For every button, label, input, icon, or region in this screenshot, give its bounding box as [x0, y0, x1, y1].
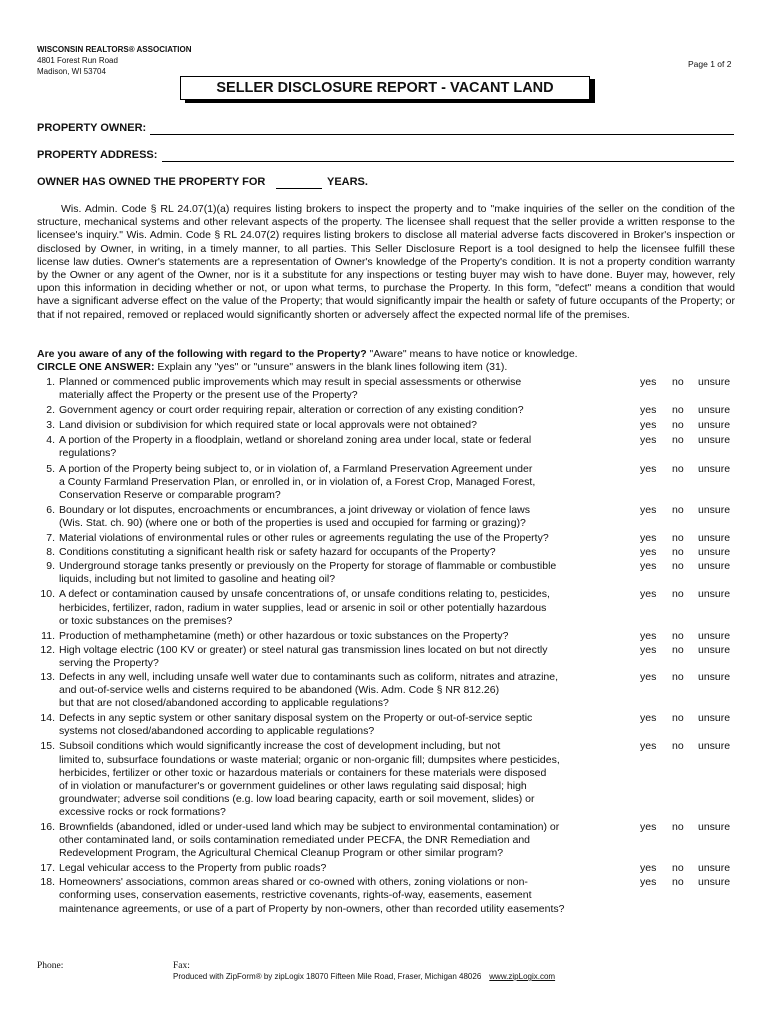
question-text-line: other contaminated land, or soils contamination remediated under PECFA, the DNR Remediation and [59, 834, 531, 847]
footer-produced-text: Produced with ZipForm® by zipLogix 18070 Fifteen Mile Road, Fraser, Michigan 48026 [173, 972, 482, 981]
question-text [59, 419, 619, 432]
question-text-line: Land division or subdivision for which required state or local approvals were not obtained? [59, 419, 477, 432]
intro-text: Wis. Admin. Code § RL 24.07(1)(a) requires listing brokers to inspect the property and to "make inquiries of the seller on the condition of the structure, mechanical systems and other relevant aspects of the property. The licensee shall request that the seller provide a written response to the licensee's inquiry." Wis. Admin. Code § RL 24.07(2) requires listing brokers to disclose all material adverse facts discovered in Broker's inspection or disclosed by Owner, in writing, in a timely manner, to all parties. This Seller Disclosure Report is a tool designed to help the licensee fulfill these license law duties. Owner's statements are a representation of Owner's knowledge of the Property's condition. It is not a property condition warranty by the Owner or any agent of the Owner, nor is it a substitute for any inspections or testing buyer may wish to have done. Buyer may, however, rely upon this information in deciding whether or not, or upon what terms, to purchase the Property. In this form, "defect" means a condition that would have a significant adverse effect on the value of the Property; that would significantly impair the health or safety of future occupants of the Property; or that if not repaired, removed or replaced would significantly shorten or adversely affect the expected normal life of the premises. [37, 203, 735, 321]
answer-no[interactable]: no [672, 560, 684, 573]
answer-unsure[interactable]: unsure [698, 560, 731, 573]
question-text-line: Underground storage tanks presently or previously on the Property for storage of flammable or combustible [59, 560, 557, 573]
answer-yes[interactable]: yes [640, 643, 657, 656]
question-text-line: Legal vehicular access to the Property from public roads? [59, 862, 327, 875]
answer-no[interactable]: no [672, 712, 684, 725]
question-text-line: maintenance agreements, or use of a part of Property by non-owners, other than recorded utility easements? [59, 902, 565, 915]
answer-no[interactable]: no [672, 419, 684, 432]
question-row [37, 876, 737, 915]
question-text [59, 560, 619, 586]
question-text-line: (Wis. Stat. ch. 90) (where one or both of the properties is used and occupied for farming or grazing)? [59, 516, 526, 529]
question-number: 12. [40, 643, 55, 656]
answer-yes[interactable]: yes [640, 560, 657, 573]
answer-unsure[interactable]: unsure [698, 546, 731, 559]
question-row [37, 862, 737, 875]
question-row [37, 463, 737, 502]
property-address-field[interactable] [162, 160, 734, 162]
question-text-line: Subsoil conditions which would significantly increase the cost of development including, but not [59, 740, 501, 753]
answer-yes[interactable]: yes [640, 434, 657, 447]
question-row [37, 546, 737, 559]
question-row [37, 560, 737, 586]
question-text [59, 404, 619, 417]
question-row [37, 588, 737, 627]
answer-yes[interactable]: yes [640, 419, 657, 432]
question-text-line: herbicides, fertilizer, radon, radium in water supplies, lead or arsenic in soil or other potentially hazardous [59, 601, 547, 614]
question-number: 15. [40, 740, 55, 753]
answer-no[interactable]: no [672, 862, 684, 875]
questions-intro-rest: "Aware" means to have notice or knowledge. [366, 348, 578, 360]
organization-address-line2: Madison, WI 53704 [37, 67, 106, 76]
question-text-line: Conservation Reserve or comparable program? [59, 488, 281, 501]
organization-block [37, 44, 192, 77]
property-address-label: PROPERTY ADDRESS: [37, 149, 158, 161]
question-number: 2. [46, 404, 55, 417]
answer-unsure[interactable]: unsure [698, 588, 731, 601]
question-text-line: regulations? [59, 447, 117, 460]
footer-producer [173, 972, 555, 981]
answer-unsure[interactable]: unsure [698, 376, 731, 388]
question-number: 5. [46, 462, 55, 475]
question-text-line: of in violation or manufacturer's or government guidelines or other laws regulating said disposal; high [59, 779, 527, 792]
answer-no[interactable]: no [672, 643, 684, 656]
question-text-line: A defect or contamination caused by unsafe concentrations of, or unsafe conditions relating to, pesticides, [59, 588, 550, 601]
years-owned-field[interactable] [276, 187, 322, 189]
question-number: 4. [46, 434, 55, 447]
answer-unsure[interactable]: unsure [698, 643, 731, 656]
question-text [59, 376, 619, 402]
question-text [59, 644, 619, 670]
question-text [59, 630, 619, 643]
answer-unsure[interactable]: unsure [698, 419, 731, 432]
years-owned-suffix: YEARS. [327, 176, 368, 188]
question-text-line: conforming uses, conservation easements, restrictive covenants, rights-of-way, easements, easement [59, 889, 532, 902]
question-text-line: Material violations of environmental rules or other rules or agreements regulating the use of the Property? [59, 532, 549, 545]
question-text [59, 876, 619, 915]
question-text-line: Brownfields (abandoned, idled or under-used land which may be subject to environmental contamination) or [59, 821, 560, 833]
answer-yes[interactable]: yes [640, 740, 657, 753]
question-text [59, 504, 619, 530]
years-owned-label: OWNER HAS OWNED THE PROPERTY FOR [37, 176, 266, 188]
question-text-line: Planned or commenced public improvements which may result in special assessments or otherwise [59, 376, 522, 388]
answer-yes[interactable]: yes [640, 876, 657, 889]
answer-yes[interactable]: yes [640, 546, 657, 559]
question-text-line: High voltage electric (100 KV or greater) or steel natural gas transmission lines located on but not directly [59, 643, 548, 656]
footer-phone-label: Phone: [37, 961, 64, 971]
questions-intro-bold: Are you aware of any of the following with regard to the Property? [37, 348, 367, 360]
property-owner-field[interactable] [150, 133, 734, 135]
answer-no[interactable]: no [672, 532, 684, 545]
answer-yes[interactable]: yes [640, 503, 657, 516]
property-owner-label: PROPERTY OWNER: [37, 122, 147, 134]
answer-unsure[interactable]: unsure [698, 434, 731, 447]
question-text [59, 862, 619, 875]
question-text-line: limited to, subsurface foundations or waste material; organic or non-organic fill; dumpsites where pesticides, [59, 753, 560, 766]
question-number: 11. [41, 629, 55, 642]
answer-no[interactable]: no [672, 376, 684, 388]
answer-unsure[interactable]: unsure [698, 629, 731, 642]
answer-unsure[interactable]: unsure [698, 821, 731, 833]
question-text-line: Production of methamphetamine (meth) or other hazardous or toxic substances on the Property? [59, 629, 509, 642]
question-text [59, 532, 619, 545]
question-text-line: A portion of the Property in a floodplain, wetland or shoreland zoning area under local, state or federal [59, 434, 532, 447]
question-number: 13. [40, 670, 55, 683]
answer-no[interactable]: no [672, 434, 684, 447]
answer-no[interactable]: no [672, 670, 684, 683]
answer-no[interactable]: no [672, 462, 684, 475]
question-text [59, 712, 619, 738]
question-text [59, 546, 619, 559]
page-number: Page 1 of 2 [688, 59, 732, 69]
question-row [37, 630, 737, 643]
question-text-line: Conditions constituting a significant health risk or safety hazard for occupants of the Property? [59, 546, 496, 559]
question-text-line: a County Farmland Preservation Plan, or enrolled in, or in violation of, a Forest Crop, Managed Forest, [59, 475, 536, 488]
answer-yes[interactable]: yes [640, 862, 657, 875]
answer-unsure[interactable]: unsure [698, 462, 731, 475]
question-text-line: Homeowners' associations, common areas shared or co-owned with others, zoning violations or non- [59, 876, 528, 889]
circle-one-instructions: Explain any "yes" or "unsure" answers in the blank lines following item (31). [154, 361, 508, 373]
answer-yes[interactable]: yes [640, 404, 657, 417]
answer-unsure[interactable]: unsure [698, 404, 731, 417]
answer-yes[interactable]: yes [640, 670, 657, 683]
question-number: 18. [40, 876, 55, 889]
question-text-line: Defects in any septic system or other sanitary disposal system on the Property or out-of-service septic [59, 712, 533, 725]
answer-unsure[interactable]: unsure [698, 862, 731, 875]
answer-unsure[interactable]: unsure [698, 740, 731, 753]
question-text [59, 463, 619, 502]
question-row [37, 404, 737, 417]
answer-no[interactable]: no [672, 876, 684, 889]
question-row [37, 671, 737, 710]
question-text [59, 588, 619, 627]
question-text-line: serving the Property? [59, 656, 159, 669]
question-text-line: groundwater; adverse soil conditions (e.g. low load bearing capacity, earth or soil movement, slides) or [59, 792, 535, 805]
question-text-line: and out-of-service wells and cisterns required to be abandoned (Wis. Adm. Code § NR 812.26) [59, 684, 500, 697]
question-text-line: Defects in any well, including unsafe well water due to contaminants such as coliform, nitrates and atrazine, [59, 670, 559, 683]
question-row [37, 644, 737, 670]
question-row [37, 504, 737, 530]
answer-yes[interactable]: yes [640, 462, 657, 475]
answer-yes[interactable]: yes [640, 376, 657, 388]
answer-unsure[interactable]: unsure [698, 712, 731, 725]
question-text-line: or toxic substances on the premises? [59, 614, 233, 627]
answer-no[interactable]: no [672, 404, 684, 417]
answer-unsure[interactable]: unsure [698, 532, 731, 545]
question-text-line: herbicides, fertilizer or other toxic or hazardous materials or containers for these materials were disposed [59, 766, 547, 779]
answer-no[interactable]: no [672, 546, 684, 559]
footer-fax-label: Fax: [173, 961, 190, 971]
question-number: 17. [40, 862, 55, 875]
footer-url-link[interactable]: www.zipLogix.com [489, 972, 556, 981]
question-text-line: but that are not closed/abandoned according to applicable regulations? [59, 697, 389, 710]
question-row [37, 532, 737, 545]
questions-intro [37, 348, 578, 374]
question-text-line: A portion of the Property being subject to, or in violation of, a Farmland Preservation Agreement under [59, 462, 533, 475]
question-text-line: Redevelopment Program, the Agricultural Chemical Cleanup Program or other similar program? [59, 847, 504, 860]
answer-unsure[interactable]: unsure [698, 876, 731, 889]
organization-address-line1: 4801 Forest Run Road [37, 56, 118, 65]
question-number: 10. [40, 588, 55, 601]
answer-no[interactable]: no [672, 821, 684, 833]
question-row [37, 434, 737, 460]
organization-name: WISCONSIN REALTORS® ASSOCIATION [37, 45, 192, 54]
question-list [37, 376, 737, 918]
question-number: 7. [46, 532, 55, 545]
circle-one-label: CIRCLE ONE ANSWER: [37, 361, 155, 373]
intro-paragraph [37, 203, 735, 322]
question-number: 14. [40, 712, 55, 725]
question-row [37, 821, 737, 860]
question-text-line: liquids, including but not limited to gasoline and heating oil? [59, 573, 336, 586]
answer-unsure[interactable]: unsure [698, 503, 731, 516]
question-text-line: materially affect the Property or the present use of the Property? [59, 389, 358, 402]
question-text-line: Government agency or court order requiring repair, alteration or correction of any existing condition? [59, 404, 524, 417]
answer-yes[interactable]: yes [640, 821, 657, 833]
question-number: 3. [46, 419, 55, 432]
question-text-line: Boundary or lot disputes, encroachments or encumbrances, a joint driveway or violation of fence laws [59, 503, 530, 516]
answer-no[interactable]: no [672, 629, 684, 642]
question-number: 6. [46, 503, 55, 516]
question-number: 8. [46, 546, 55, 559]
question-number: 1. [46, 376, 55, 388]
answer-yes[interactable]: yes [640, 588, 657, 601]
answer-no[interactable]: no [672, 503, 684, 516]
question-row [37, 740, 737, 819]
question-text-line: systems not closed/abandoned according to applicable regulations? [59, 725, 375, 738]
answer-no[interactable]: no [672, 588, 684, 601]
question-row [37, 712, 737, 738]
question-number: 16. [40, 821, 55, 833]
answer-unsure[interactable]: unsure [698, 670, 731, 683]
question-text [59, 740, 619, 819]
question-row [37, 419, 737, 432]
answer-no[interactable]: no [672, 740, 684, 753]
answer-yes[interactable]: yes [640, 532, 657, 545]
question-text-line: excessive rocks or rock formations? [59, 805, 226, 818]
question-text [59, 821, 619, 860]
form-title: SELLER DISCLOSURE REPORT - VACANT LAND [180, 76, 590, 100]
answer-yes[interactable]: yes [640, 712, 657, 725]
answer-yes[interactable]: yes [640, 629, 657, 642]
question-text [59, 671, 619, 710]
question-text [59, 434, 619, 460]
question-row [37, 376, 737, 402]
question-number: 9. [46, 560, 55, 573]
